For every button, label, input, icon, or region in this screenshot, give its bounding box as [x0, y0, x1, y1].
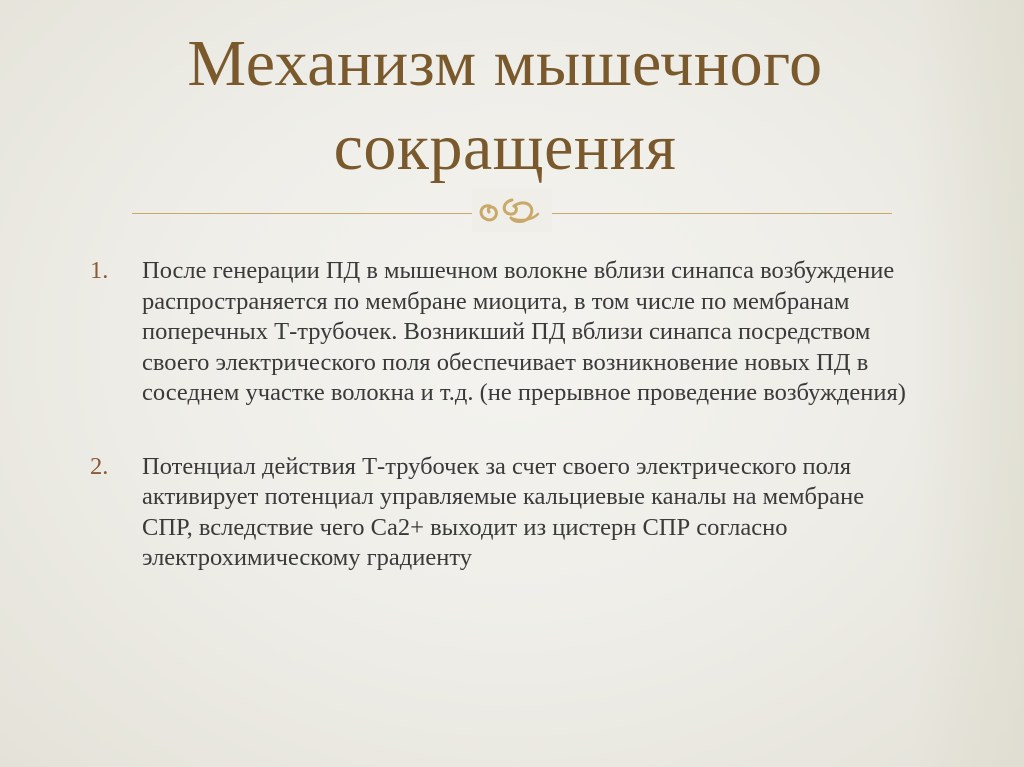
list-item — [84, 452, 924, 574]
scroll-flourish-icon — [472, 188, 552, 232]
list-item-number: 1. — [90, 257, 109, 284]
list-item — [84, 256, 924, 409]
list-item-text: Потенциал действия Т-трубочек за счет своего электрического поля активирует потенциал управляемые кальциевые каналы на мембране СПР, вследствие чего Са2+ выходит из цистерн СПР согласно электрохимическому градиенту — [142, 452, 865, 571]
slide-title: Механизм мышечного сокращения — [187, 27, 823, 184]
list-item-text: После генерации ПД в мышечном волокне вблизи синапса возбуждение распространяется по мембране миоцита, в том числе по мембранам поперечных Т-трубочек. Возникший ПД вблизи синапса посредством своего электрического поля обеспечивает возникновение новых ПД в соседнем участке волокна и т.д. (не прерывное проведение возбуждения) — [142, 257, 906, 406]
list-item-number: 2. — [90, 452, 109, 480]
content-list — [84, 256, 924, 574]
